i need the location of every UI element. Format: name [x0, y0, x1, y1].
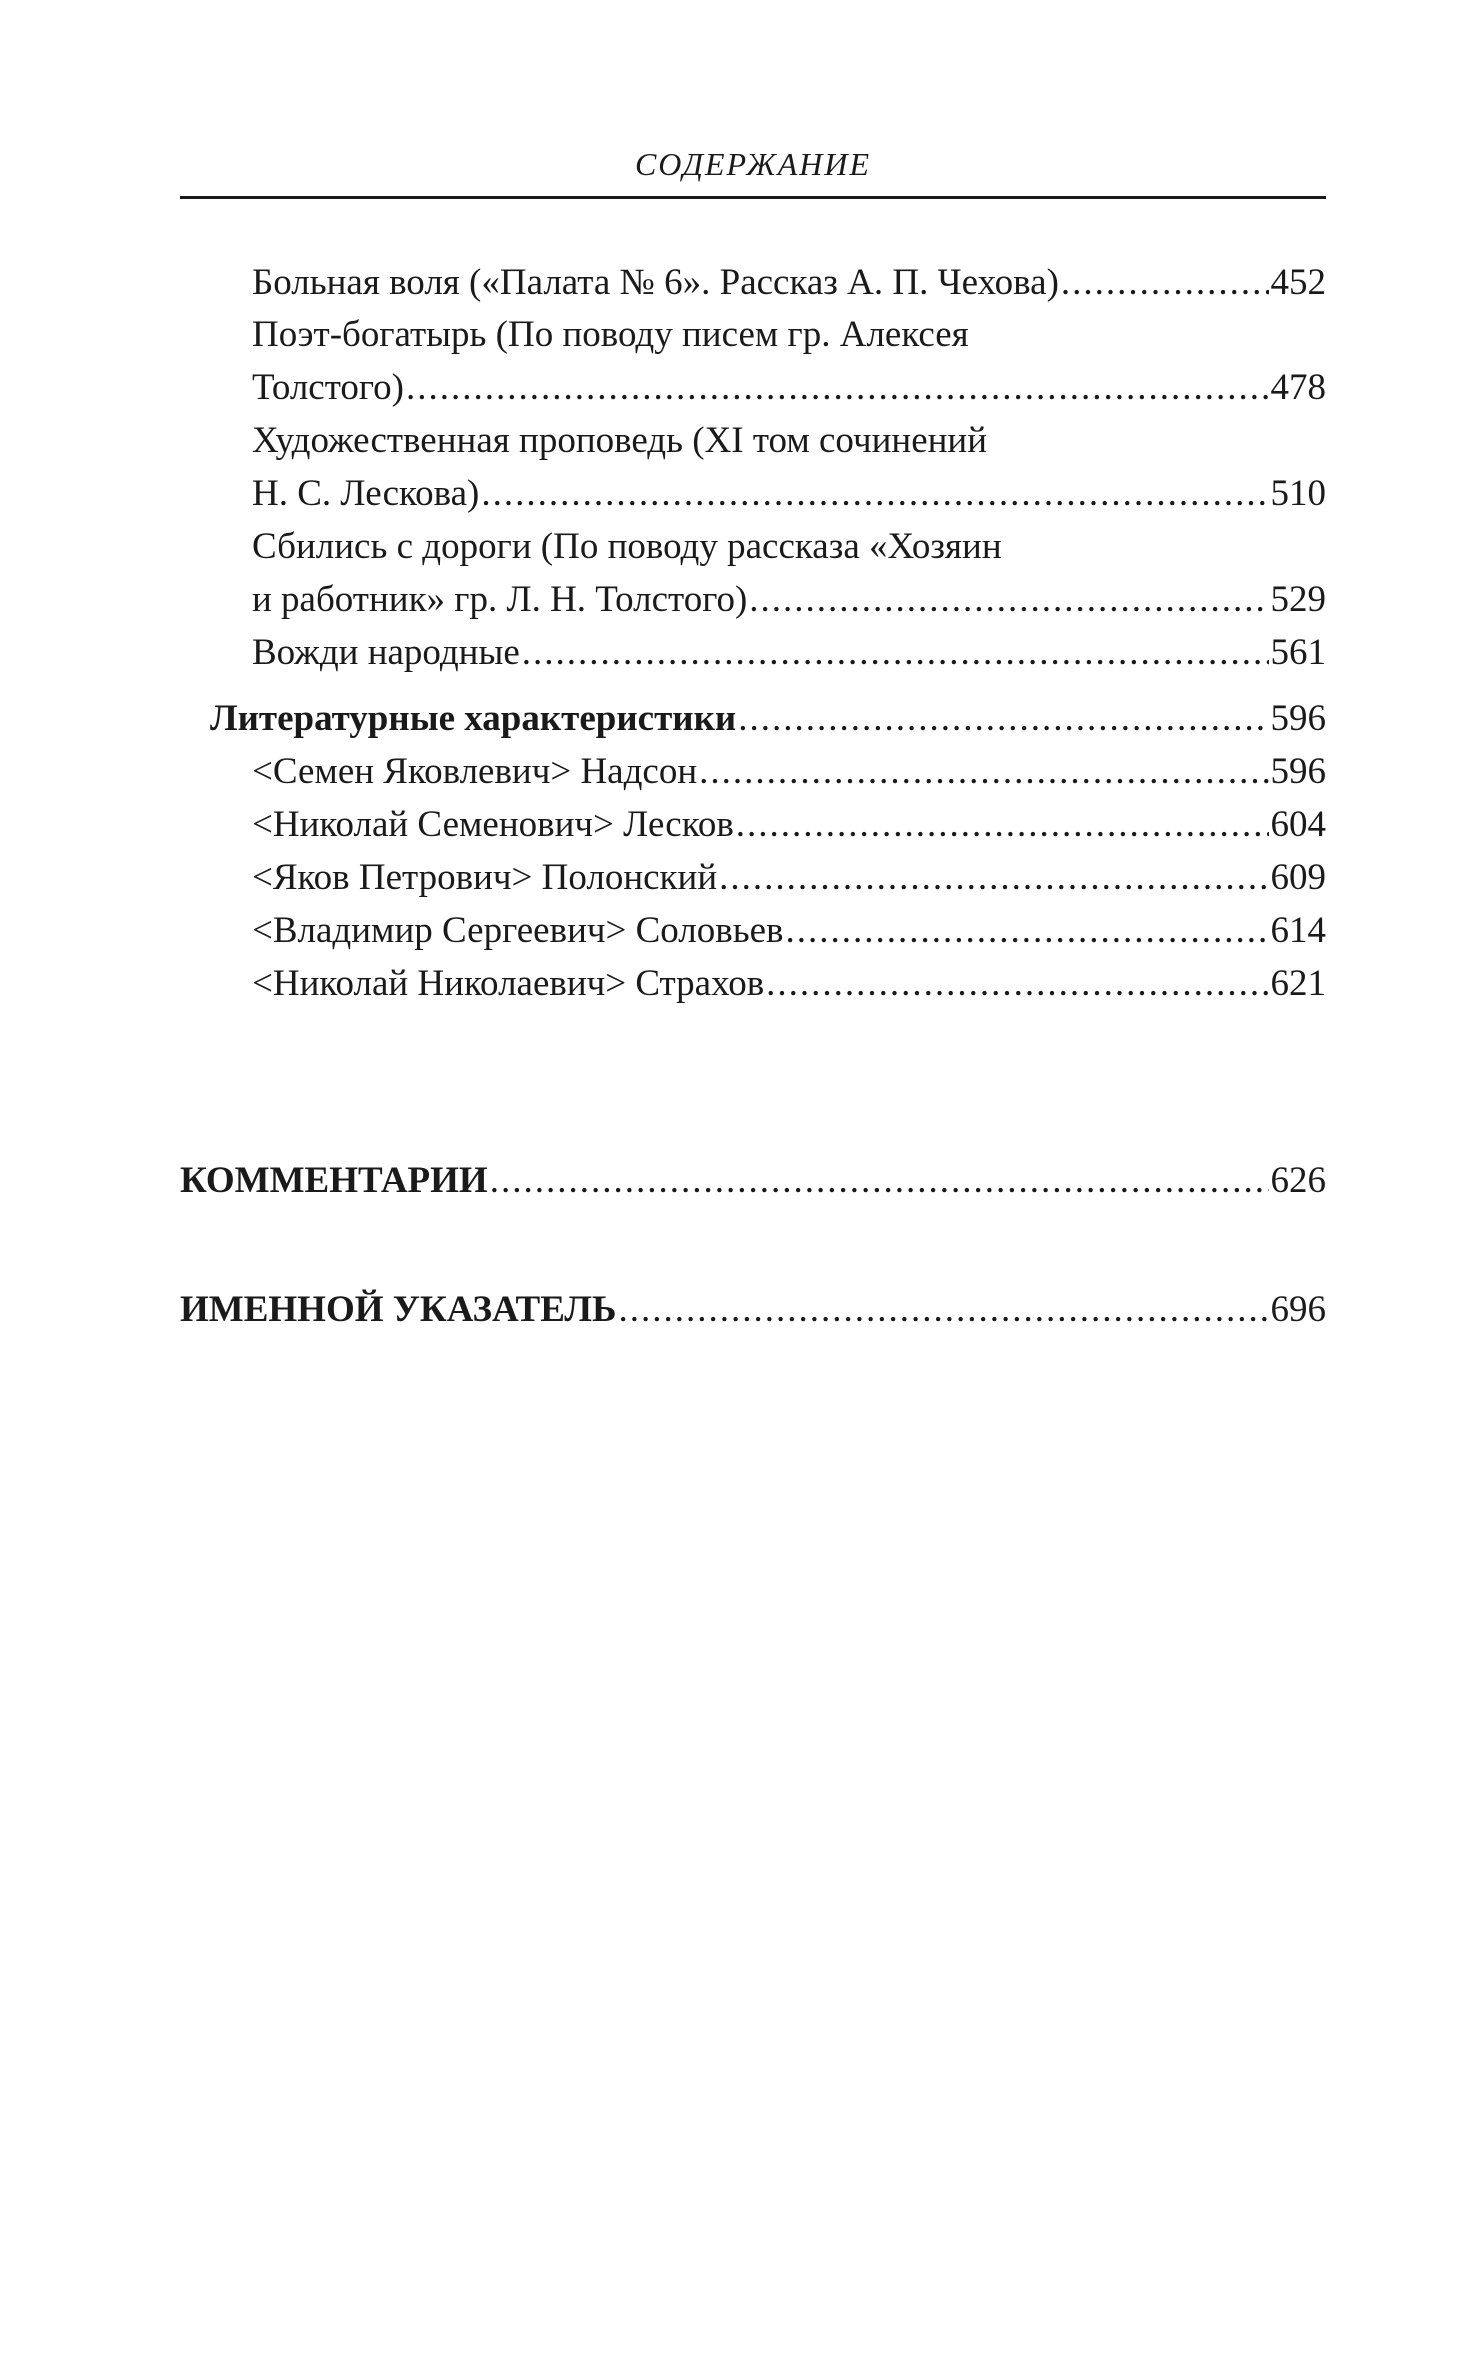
toc-section-title: Литературные характеристики	[210, 698, 737, 739]
toc-entry-title: Больная воля («Палата № 6». Рассказ А. П. Чехова)	[252, 262, 1059, 303]
toc-entry-sbilis[interactable]	[252, 578, 1326, 622]
toc-entry-title: <Яков Петрович> Полонский	[252, 857, 718, 898]
toc-entry-poet-bogatyr-line1[interactable]: Поэт-богатырь (По поводу писем гр. Алексея	[252, 314, 969, 355]
toc-entry-page: 510	[1270, 473, 1326, 514]
toc-entry-page: 561	[1270, 632, 1326, 673]
toc-leader-dots	[786, 909, 1269, 953]
toc-entry-page: 452	[1270, 262, 1326, 303]
toc-leader-dots	[406, 366, 1269, 410]
toc-section-literary[interactable]	[210, 697, 1326, 741]
toc-section-page: 626	[1270, 1160, 1326, 1201]
toc-entry-page: 614	[1270, 910, 1326, 951]
toc-section-title: ИМЕННОЙ УКАЗАТЕЛЬ	[180, 1289, 617, 1330]
toc-entry-title: Н. С. Лескова)	[252, 473, 480, 514]
toc-entry-sbilis-line1[interactable]: Сбились с дороги (По поводу рассказа «Хозяин	[252, 526, 1002, 567]
toc-entry-nadson[interactable]	[252, 750, 1326, 794]
toc-section-title: КОММЕНТАРИИ	[180, 1160, 488, 1201]
toc-entry-title: <Николай Семенович> Лесков	[252, 804, 734, 845]
toc-entry-title: Толстого)	[252, 367, 404, 408]
toc-entry-title: <Семен Яковлевич> Надсон	[252, 751, 698, 792]
toc-entry-polonsky[interactable]	[252, 856, 1326, 900]
toc-leader-dots	[618, 1288, 1268, 1332]
toc-entry-khudozh-propoved[interactable]	[252, 472, 1326, 516]
toc-section-page: 696	[1270, 1289, 1326, 1330]
toc-entry-title: <Владимир Сергеевич> Соловьев	[252, 910, 784, 951]
toc-leader-dots	[736, 803, 1269, 847]
toc-section-page: 596	[1270, 698, 1326, 739]
toc-entry-vozhdi[interactable]	[252, 631, 1326, 675]
toc-leader-dots	[490, 1159, 1269, 1203]
toc-entry-leskov[interactable]	[252, 803, 1326, 847]
toc-entry-page: 609	[1270, 857, 1326, 898]
toc-section-name-index[interactable]	[180, 1288, 1326, 1332]
toc-section-commentary[interactable]	[180, 1159, 1326, 1203]
toc-entry-page: 529	[1270, 579, 1326, 620]
toc-entry-title: Вожди народные	[252, 632, 520, 673]
header-rule	[180, 196, 1326, 199]
toc-leader-dots	[1061, 261, 1269, 305]
toc-entry-poet-bogatyr[interactable]	[252, 366, 1326, 410]
toc-leader-dots	[719, 856, 1268, 900]
toc-entry-page: 621	[1270, 963, 1326, 1004]
running-head: СОДЕРЖАНИЕ	[634, 146, 872, 182]
toc-leader-dots	[738, 697, 1268, 741]
toc-entry-title: <Николай Николаевич> Страхов	[252, 963, 765, 1004]
toc-leader-dots	[522, 631, 1269, 675]
toc-leader-dots	[766, 962, 1268, 1006]
toc-entry-page: 478	[1270, 367, 1326, 408]
toc-leader-dots	[749, 578, 1268, 622]
toc-entry-khudozh-propoved-line1[interactable]: Художественная проповедь (XI том сочинений	[252, 420, 988, 461]
toc-entry-solovyov[interactable]	[252, 909, 1326, 953]
toc-leader-dots	[481, 472, 1268, 516]
toc-entry-page: 596	[1270, 751, 1326, 792]
toc-entry-page: 604	[1270, 804, 1326, 845]
toc-leader-dots	[699, 750, 1268, 794]
toc-entry-bolnaya-volya[interactable]	[252, 261, 1326, 305]
toc-entry-strakhov[interactable]	[252, 962, 1326, 1006]
toc-entry-title: и работник» гр. Л. Н. Толстого)	[252, 579, 748, 620]
